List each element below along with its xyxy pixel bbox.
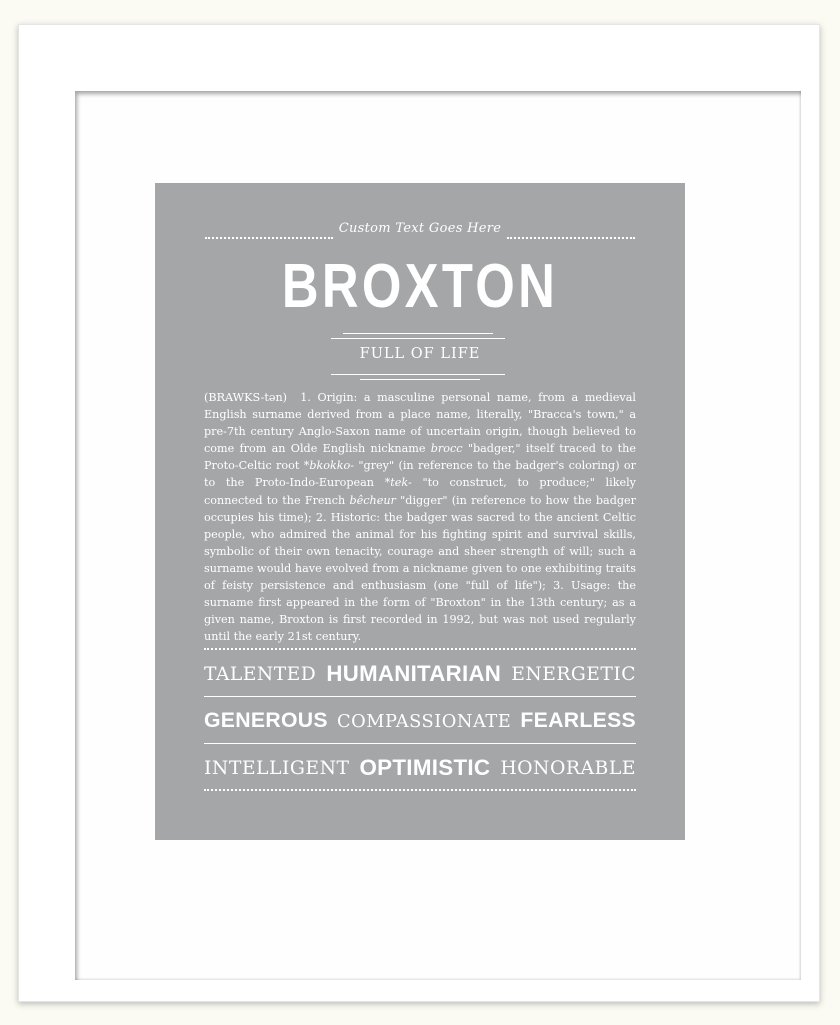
- rule-top-2: [331, 338, 505, 339]
- trait: COMPASSIONATE: [336, 710, 512, 732]
- trait: TALENTED: [204, 663, 317, 685]
- traits-divider-1: [204, 696, 636, 697]
- dotted-rule-left: [205, 237, 333, 239]
- term-bkokko: *bkokko-: [303, 459, 355, 473]
- rule-top-1: [343, 333, 493, 334]
- term-tek: *tek-: [384, 476, 412, 490]
- rule-bottom-2: [360, 379, 480, 380]
- dotted-rule-right: [507, 237, 635, 239]
- term-brocc: brocc: [430, 442, 463, 456]
- term-becheur: bêcheur: [349, 493, 396, 507]
- trait-highlight: OPTIMISTIC: [359, 755, 491, 780]
- dotted-rule-traits-top: [204, 648, 636, 650]
- pronunciation: (BRAWKS-tən): [204, 391, 288, 404]
- traits-row-1: [204, 655, 636, 693]
- name-title: BROXTON: [281, 252, 559, 321]
- trait-highlight: GENEROUS: [204, 709, 328, 732]
- traits-row-3: [204, 749, 636, 787]
- name-meaning: FULL OF LIFE: [359, 346, 481, 362]
- trait-highlight: FEARLESS: [520, 709, 636, 732]
- trait-highlight: HUMANITARIAN: [326, 661, 502, 686]
- name-definition: (BRAWKS-tən) 1. Origin: a masculine personal name, from a medieval English surname derived from a place name, literally, "Bracca's town," a pre-7th century Anglo-Saxon name of uncertain origin, though believed to come from an Olde English nickname brocc "badger," itself traced to the Proto-Celtic root *bkokko- "grey" (in reference to the badger's coloring) or to the Proto-Indo-European *tek- "to construct, to produce;" likely connected to the French bêcheur "digger" (in reference to how the badger occupies his time); 2. Historic: the badger was sacred to the ancient Celtic people, who admired the animal for his fighting spirit and survival skills, symbolic of their own tenacity, courage and sheer strength of will; such a surname would have evolved from a nickname given to one exhibiting traits of feisty persistence and enthusiasm (one "full of life"); 3. Usage: the surname first appeared in the form of "Broxton" in the 13th century; as a given name, Broxton is first recorded in 1992, but was not used regularly until the early 21st century.: [204, 391, 636, 644]
- rule-bottom-1: [331, 374, 505, 375]
- trait: INTELLIGENT: [204, 757, 350, 779]
- name-print: [155, 183, 685, 840]
- traits-row-2: [204, 702, 636, 740]
- custom-text: Custom Text Goes Here: [338, 221, 502, 236]
- trait: ENERGETIC: [511, 663, 636, 685]
- dotted-rule-traits-bottom: [204, 789, 636, 791]
- traits-divider-2: [204, 743, 636, 744]
- trait: HONORABLE: [500, 757, 636, 779]
